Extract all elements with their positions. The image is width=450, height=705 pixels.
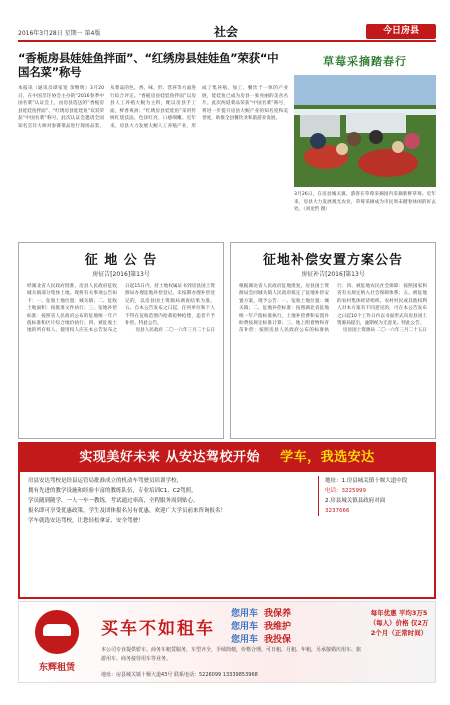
driving-school-ad bbox=[18, 442, 436, 599]
photo-illustration bbox=[294, 75, 436, 187]
ad-description bbox=[28, 476, 308, 526]
notice-body bbox=[239, 283, 427, 441]
car-rental-ad bbox=[18, 601, 436, 683]
rental-logo bbox=[23, 610, 91, 678]
address-1: 地址：1.房县城关镇十堰大道中段 bbox=[325, 478, 408, 484]
photo-title: 草莓采摘踏春行 bbox=[323, 55, 407, 68]
notice-text: 根据湖北省人民政府征地批复，房县国土资源局会同城关镇人民政府拟定了征地补偿安置方案，现予公告：一、征收土地位置：城关镇；二、征地补偿标准：按照湖北省征地统一年产值标准执行，土地补偿费和安置补助费按规定标准计算；三、地上附着物和青苗补偿：按照房县人民政府公布的标准执行；四、被征地农民社会保障：按照国家和省有关规定纳入社会保障体系；五、被征地的农村集体经济组织、农村村民或其他权利人对本方案有不同意见的，可在本公告发布之日起10个工作日内以书面形式向房县国土资源局提出，逾期视为无意见。特此公告。 bbox=[239, 284, 427, 334]
phone-2: 3237666 bbox=[325, 508, 350, 514]
phone-1: 电话：3225999 bbox=[325, 488, 366, 494]
section-title: 社会 bbox=[214, 25, 239, 39]
car-icon bbox=[35, 610, 79, 654]
notice-signature: 房县人民政府 二〇一六年三月二十五日 bbox=[135, 328, 215, 334]
benefit-b: 我投保 bbox=[264, 635, 292, 645]
rental-contact: 地址：房县城关镇十堰大道43号 联系电话：5226099 13339853968 bbox=[101, 672, 258, 678]
ad-line: 学员随到随学，一人一车一教练，考试通过率高，全程服务周到贴心。 bbox=[28, 498, 199, 504]
rental-info: 本公司专业提供轿车、商务车租赁服务，车型齐全，手续简便，价格合理，可日租、月租、年租，另承接婚庆用车、旅游用车、商务接待用车等业务。 bbox=[101, 647, 362, 662]
ad-line: 拥有先进的教学设施和经验丰富的教练队伍，专业培训C1、C2驾照， bbox=[28, 488, 197, 494]
notice-title: 征地补偿安置方案公告 bbox=[262, 253, 403, 268]
benefit-b: 我维护 bbox=[264, 622, 292, 632]
ad-banner bbox=[20, 444, 434, 472]
notice-signature: 房县国土资源局 二〇一六年三月二十五日 bbox=[342, 328, 427, 334]
ad-tagline: 学车，我选安达 bbox=[280, 450, 375, 465]
benefit-a: 您用车 bbox=[231, 622, 259, 632]
benefit-a: 您用车 bbox=[231, 635, 259, 645]
benefit-b: 我保养 bbox=[264, 609, 292, 619]
land-acquisition-notice bbox=[18, 242, 224, 439]
notice-number: 房征告[2016]第13号 bbox=[92, 271, 150, 278]
article-body: 本报讯（通讯员谭家宽 余继明）3月20日，在中国烹饪协会主办的“2016春季中国名菜”认证会上，由房县选送的“香栀房县娃娃鱼拌面”、“红绣房县娃娃鱼”双双荣获“中国名菜”称号。此次认证会邀请全国知名烹饪大师对参赛菜品进行现场品鉴，从菜品的色、香、味、形、营养等方面进行综合评定。“香栀房县娃娃鱼拌面”以房县人工养殖大鲵为主料，配以房县手工面，鲜香爽滑；“红绣房县娃娃鱼”采用传统红烧技法，色泽红亮、口感细嫩。近年来，房县大力发展大鲵人工养殖产业，形成了集养殖、加工、餐饮于一体的产业链，娃娃鱼已成为房县一张亮丽的美食名片。此次两道菜品荣获“中国名菜”称号，将进一步提升房县大鲵产业的知名度和美誉度，助推全县餐饮业和旅游业发展。 bbox=[18, 86, 288, 129]
rental-brand: 东辉租赁 bbox=[38, 663, 75, 673]
photo-news bbox=[294, 47, 436, 237]
article-headline: “香栀房县娃娃鱼拌面”、“红绣房县娃娃鱼”荣获“中国名菜”称号 bbox=[18, 51, 279, 79]
page-header bbox=[18, 22, 436, 42]
ad-line: 学车就选安达驾校，让您轻松拿证、安全驾驶！ bbox=[28, 518, 144, 524]
issue-date: 2016年3月28日 星期一 第4版 bbox=[18, 30, 101, 37]
benefit-a: 您用车 bbox=[231, 609, 259, 619]
rental-slogan: 买车不如租车 bbox=[101, 619, 215, 639]
newspaper-logo: 今日房县 bbox=[366, 24, 436, 39]
notice-title: 征 地 公 告 bbox=[84, 253, 158, 268]
rental-benefits bbox=[231, 608, 371, 647]
ad-contact bbox=[318, 476, 430, 516]
ad-slogan: 实现美好未来 从安达驾校开始 bbox=[79, 450, 260, 465]
strawberry-photo bbox=[294, 75, 436, 187]
notice-text: 经湖北省人民政府批准，房县人民政府征收城关镇部分集体土地。现将有关事项公告如下：一、征收土地位置：城关镇；二、征收土地面积：按批准文件执行；三、征地补偿标准：按照省人民政府公布的征地统一年产值标准和区片综合地价执行；四、被征收土地的所有权人、使用权人应在本公告发布之日起15日内，持土地权属证书到房县国土资源局办理征地补偿登记。未按期办理补偿登记的，以房县国土资源局调查结果为准。五、自本公告发布之日起，任何单位和个人不得在征收范围内抢栽抢种抢建，违者不予补偿。特此公告。 bbox=[27, 284, 215, 334]
compensation-notice bbox=[230, 242, 436, 439]
photo-caption: 3月26日，在房县城关镇，游客在草莓采摘园内采摘新鲜草莓。近年来，房县大力发展观光农业，草莓采摘成为市民周末踏春休闲的好去处。（刘龙哲 摄） bbox=[294, 192, 436, 212]
ad-line: 房县安达驾校是经县运管局批准成立的机动车驾驶员培训学校， bbox=[28, 478, 183, 484]
notice-body bbox=[27, 283, 215, 441]
notice-number: 房征补告[2016]第13号 bbox=[301, 271, 365, 278]
ad-line: 报名即可享受优惠政策，学生及团体报名另有优惠，欢迎广大学员前来咨询报名！ bbox=[28, 508, 227, 514]
lead-article bbox=[18, 47, 288, 237]
rental-promo: 每年优惠 平均3万5（每人）价格 仅2万 2个月（正常时间） bbox=[369, 609, 429, 637]
address-2: 2.房县城关镇县政府对面 bbox=[325, 498, 386, 504]
